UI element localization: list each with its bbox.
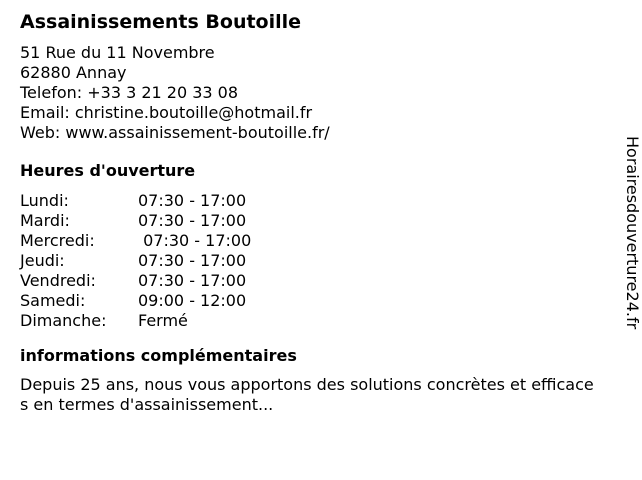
hours-day: Vendredi: (20, 271, 96, 290)
hours-time: 07:30 - 17:00 (138, 271, 247, 290)
web-line: Web: www.assainissement-boutoille.fr/ (20, 123, 330, 142)
contact-block (20, 43, 620, 143)
hours-time: 07:30 - 17:00 (138, 211, 247, 230)
site-watermark: Horairesdouverture24.fr (623, 136, 642, 330)
hours-day: Dimanche: (20, 311, 107, 330)
hours-day: Mardi: (20, 211, 70, 230)
hours-time: 07:30 - 17:00 (138, 251, 247, 270)
hours-row-sunday (20, 311, 251, 331)
hours-time: 07:30 - 17:00 (138, 191, 247, 210)
hours-day: Samedi: (20, 291, 86, 310)
hours-row-thursday (20, 251, 251, 271)
hours-row-monday (20, 191, 251, 211)
business-card (20, 10, 620, 415)
hours-day: Jeudi: (20, 251, 65, 270)
hours-heading: Heures d'ouverture (20, 161, 196, 180)
email-line: Email: christine.boutoille@hotmail.fr (20, 103, 313, 122)
hours-time: Fermé (138, 311, 188, 330)
address-city: 62880 Annay (20, 63, 127, 82)
address-street: 51 Rue du 11 Novembre (20, 43, 215, 62)
info-description: Depuis 25 ans, nous vous apportons des solutions concrètes et efficaces en termes d'assainissement... (20, 375, 594, 414)
hours-time: 07:30 - 17:00 (138, 231, 252, 250)
business-name: Assainissements Boutoille (20, 11, 302, 33)
hours-row-friday (20, 271, 251, 291)
hours-day: Mercredi: (20, 231, 95, 250)
phone-line: Telefon: +33 3 21 20 33 08 (20, 83, 239, 102)
hours-row-saturday (20, 291, 251, 311)
info-heading: informations complémentaires (20, 346, 297, 365)
hours-table (20, 191, 251, 331)
hours-row-tuesday (20, 211, 251, 231)
hours-row-wednesday (20, 231, 251, 251)
hours-time: 09:00 - 12:00 (138, 291, 247, 310)
hours-day: Lundi: (20, 191, 69, 210)
